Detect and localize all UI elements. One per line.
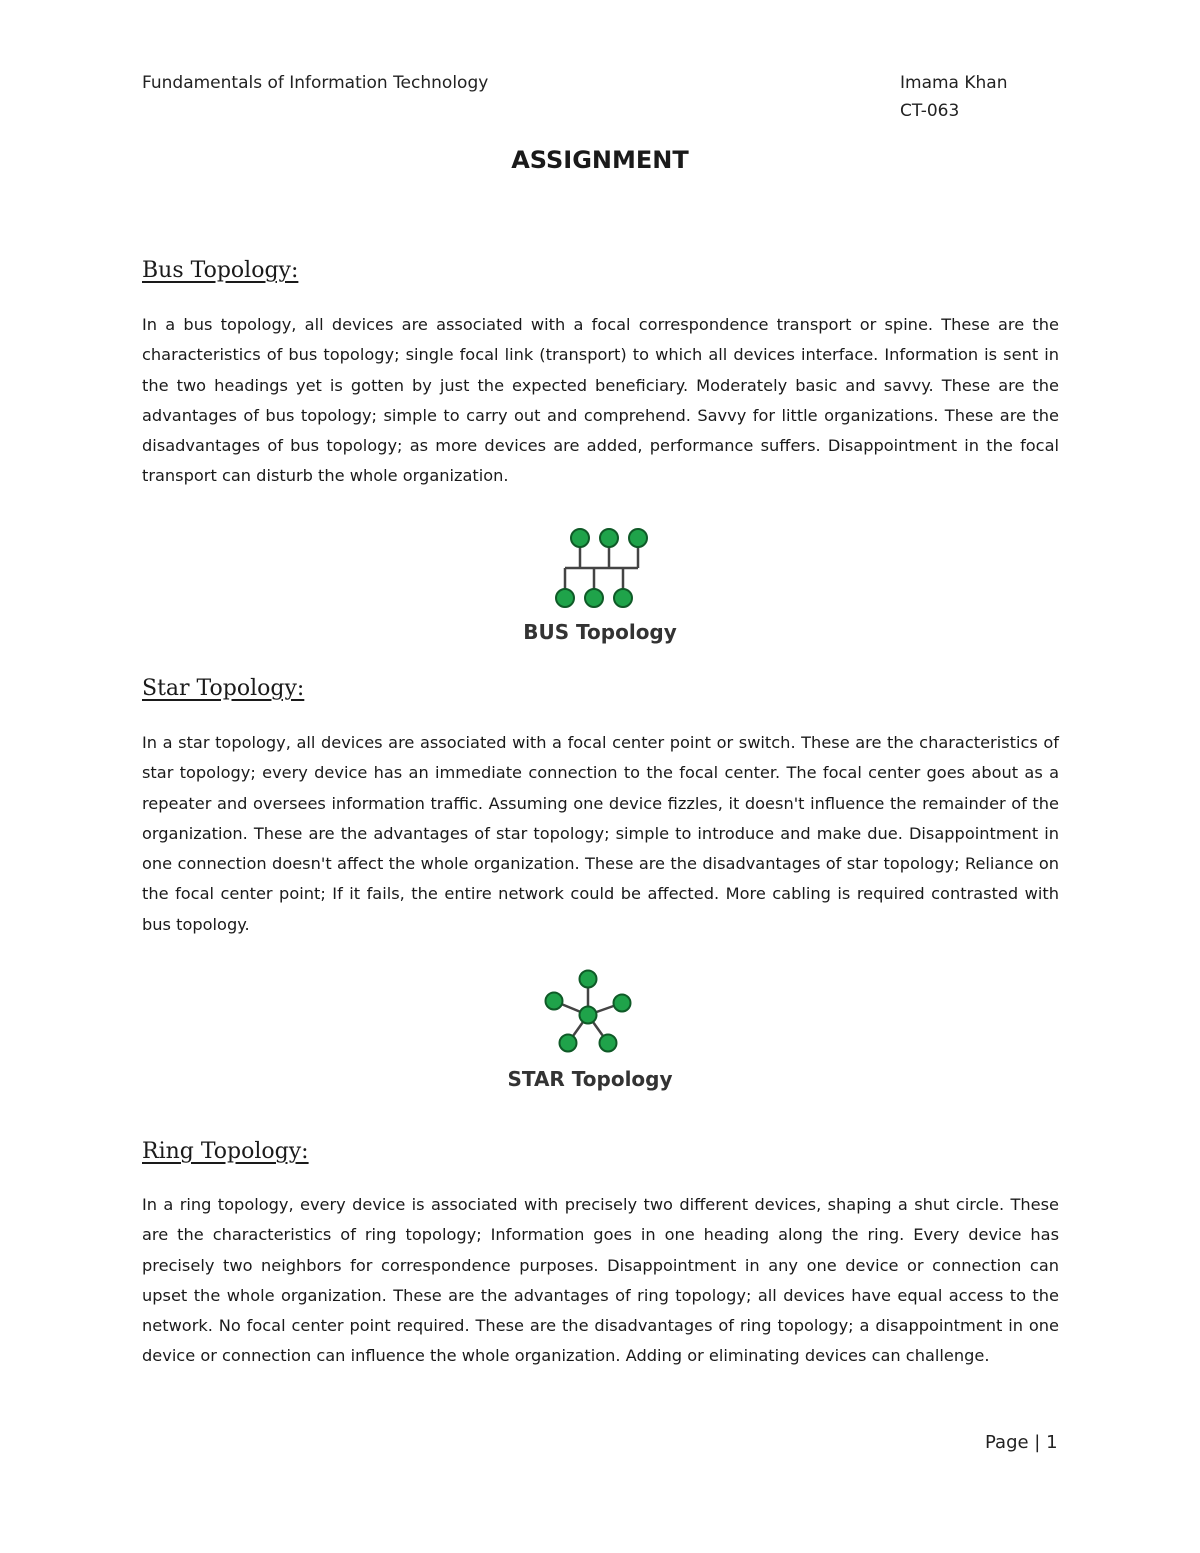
author-name: Imama Khan: [900, 73, 1008, 93]
star-topology-heading: Star Topology:: [142, 676, 305, 701]
document-title: ASSIGNMENT: [511, 146, 689, 174]
bus-topology-diagram: [500, 522, 700, 618]
bus-topology-label: BUS Topology: [523, 620, 677, 644]
page-number: Page | 1: [985, 1432, 1058, 1453]
star-topology-figure: [490, 965, 690, 1091]
star-topology-paragraph: In a star topology, all devices are associated with a focal center point or switch. These are the characteristics of star topology; every device has an immediate connection to the focal center. The focal center goes about as a repeater and oversees information traffic. Assuming one device fizzles, it doesn't influence the remainder of the organization. These are the advantages of star topology; simple to introduce and make due. Disappointment in one connection doesn't affect the whole organization. These are the disadvantages of star topology; Reliance on the focal center point; If it fails, the entire network could be affected. More cabling is required contrasted with bus topology.: [142, 733, 1059, 934]
star-topology-diagram: [490, 965, 690, 1065]
roll-number: CT-063: [900, 101, 960, 121]
star-topology-label: STAR Topology: [507, 1067, 673, 1091]
bus-topology-figure: [500, 522, 700, 644]
bus-topology-heading: Bus Topology:: [142, 258, 299, 283]
bus-topology-paragraph: In a bus topology, all devices are associated with a focal correspondence transport or spine. These are the characteristics of bus topology; single focal link (transport) to which all devices interface. Information is sent in the two headings yet is gotten by just the expected beneficiary. Moderately basic and savvy. These are the advantages of bus topology; simple to carry out and comprehend. Savvy for little organizations. These are the disadvantages of bus topology; as more devices are added, performance suffers. Disappointment in the focal transport can disturb the whole organization.: [142, 315, 1059, 486]
ring-topology-heading: Ring Topology:: [142, 1139, 309, 1164]
course-title: Fundamentals of Information Technology: [142, 73, 489, 93]
ring-topology-paragraph: In a ring topology, every device is associated with precisely two different devices, shaping a shut circle. These are the characteristics of ring topology; Information goes in one heading along the ring. Every device has precisely two neighbors for correspondence purposes. Disappointment in any one device or connection can upset the whole organization. These are the advantages of ring topology; all devices have equal access to the network. No focal center point required. These are the disadvantages of ring topology; a disappointment in one device or connection can influence the whole organization. Adding or eliminating devices can challenge.: [142, 1195, 1059, 1366]
